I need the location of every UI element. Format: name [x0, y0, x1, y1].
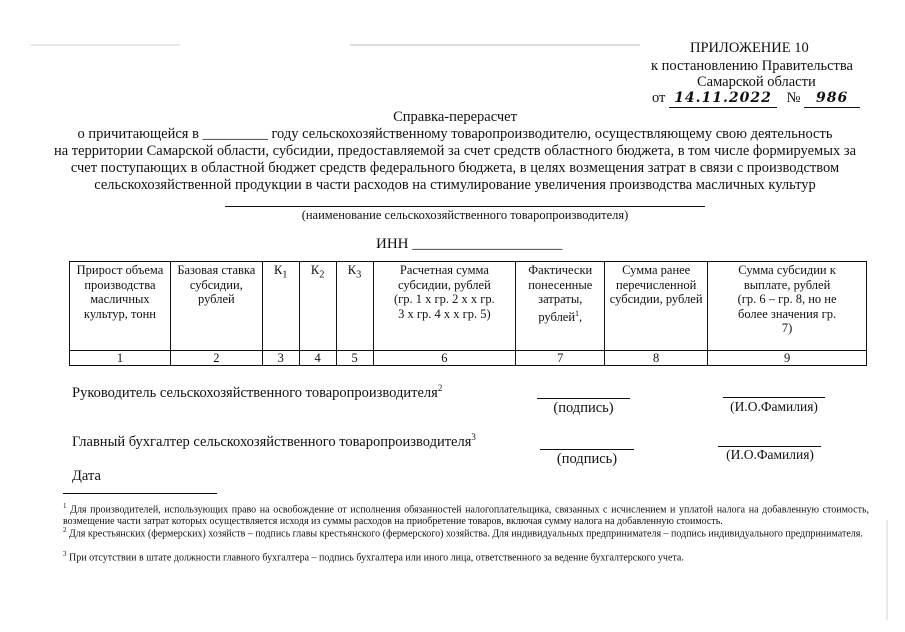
column-number: 8 [605, 351, 708, 366]
header-cell-actual-costs: Фактически понесенные затраты, рублей$^1$, [516, 262, 605, 351]
appendix-date-line [652, 90, 860, 108]
head-signature-label: Руководитель сельскохозяйственного товаропроизводителя$^2$ [72, 383, 443, 401]
footnote-3-mark: 3 [63, 550, 67, 558]
footnote-mark-1: 1 [575, 308, 580, 318]
header-cell-k3: $К_3$ [336, 262, 373, 351]
handwritten-number: 986 [804, 90, 860, 108]
header-cell-payable: Сумма субсидии к выплате, рублей (гр. 6 – гр. 8, но не более значения гр. 7) [708, 262, 867, 351]
head-signature-line [537, 398, 630, 399]
footnote-2: $^2$ Для крестьянских (фермерских) хозяйств – подпись главы крестьянского (фермерского) хозяйства. Для индивидуальных предпринимателя – подпись индивидуального предпринимателя. [63, 526, 863, 540]
scan-artifact-top-mid [350, 44, 640, 46]
footnote-2-mark: 2 [63, 526, 67, 534]
title-line-3: счет поступающих в областной бюджет средств федерального бюджета, в целях возмещения затрат в связи с производством [70, 160, 840, 176]
appendix-line-1: к постановлению Правительства [651, 58, 853, 74]
producer-caption: (наименование сельскохозяйственного товаропроизводителя) [301, 208, 629, 222]
head-name-line [723, 397, 825, 398]
date-prefix: от [652, 90, 666, 106]
column-number: 1 [70, 351, 171, 366]
appendix-title: ПРИЛОЖЕНИЕ 10 [690, 40, 809, 56]
inn-field: ИНН ____________________ [376, 236, 563, 252]
column-number: 2 [170, 351, 262, 366]
column-number: 5 [336, 351, 373, 366]
number-prefix: № [786, 90, 801, 106]
accountant-signature-caption: (подпись) [556, 451, 618, 467]
footnote-mark-2: 2 [437, 383, 443, 393]
header-cell-prior-subsidy: Сумма ранее перечисленной субсидии, рублей [605, 262, 708, 351]
subsidy-table [69, 261, 867, 366]
column-number: 6 [373, 351, 516, 366]
footnote-1: $^1$ Для производителей, использующих право на освобождение от исполнения обязанностей налогоплательщика, связанных с исчислением и уплатой налога на добавленную стоимость, возмещение части затрат которых осуществляется исходя из суммы расходов на приобретение товаров, включая сумму налога на добавленную стоимость. [63, 502, 870, 527]
footnote-mark-3: 3 [471, 432, 476, 442]
document-heading: Справка-перерасчет [393, 109, 517, 125]
producer-name-line [225, 206, 705, 207]
header-cell-growth: Прирост объема производства масличных культур, тонн [70, 262, 171, 351]
head-name-caption: (И.О.Фамилия) [730, 399, 818, 414]
k1-subscript: 1 [282, 269, 288, 281]
header-cell-k2: $К_2$ [299, 262, 336, 351]
column-number: 3 [262, 351, 299, 366]
footnote-3: $^3$ При отсутствии в штате должности главного бухгалтера – подпись бухгалтера или иного лица, ответственного за ведение бухгалтерского учета. [63, 550, 684, 564]
k2-subscript: 2 [319, 269, 325, 281]
column-number: 9 [708, 351, 867, 366]
header-cell-base-rate: Базовая ставка субсидии, рублей [170, 262, 262, 351]
header-cell-calc-sum: Расчетная сумма субсидии, рублей (гр. 1 x гр. 2 x x гр. 3 x гр. 4 x x гр. 5) [373, 262, 516, 351]
table-number-row [70, 351, 867, 366]
head-signature-caption: (подпись) [553, 400, 614, 416]
column-number: 7 [516, 351, 605, 366]
header-cell-k1: $К_1$ [262, 262, 299, 351]
accountant-name-caption: (И.О.Фамилия) [726, 447, 814, 462]
footnote-separator [63, 493, 217, 494]
scan-artifact-top-left [30, 44, 180, 46]
accountant-signature-line [540, 449, 634, 450]
accountant-signature-label: Главный бухгалтер сельскохозяйственного товаропроизводителя$^3$ [72, 432, 476, 450]
handwritten-date: 14.11.2022 [669, 90, 777, 108]
appendix-line-2: Самарской области [697, 74, 816, 90]
title-line-2: на территории Самарской области, субсидии, предоставляемой за счет средств областного бюджета, в том числе формируемых за [53, 143, 857, 159]
table-header-row [70, 262, 867, 351]
date-label: Дата [72, 468, 101, 484]
title-line-1: о причитающейся в _________ году сельскохозяйственному товаропроизводителю, осуществляющему свою деятельность [77, 126, 833, 142]
title-line-4: сельскохозяйственной продукции в части расходов на стимулирование увеличения производства масличных культур [94, 177, 816, 193]
footnote-1-mark: 1 [63, 502, 67, 510]
scan-artifact-right-edge [886, 520, 888, 620]
k3-subscript: 3 [356, 269, 362, 281]
column-number: 4 [299, 351, 336, 366]
